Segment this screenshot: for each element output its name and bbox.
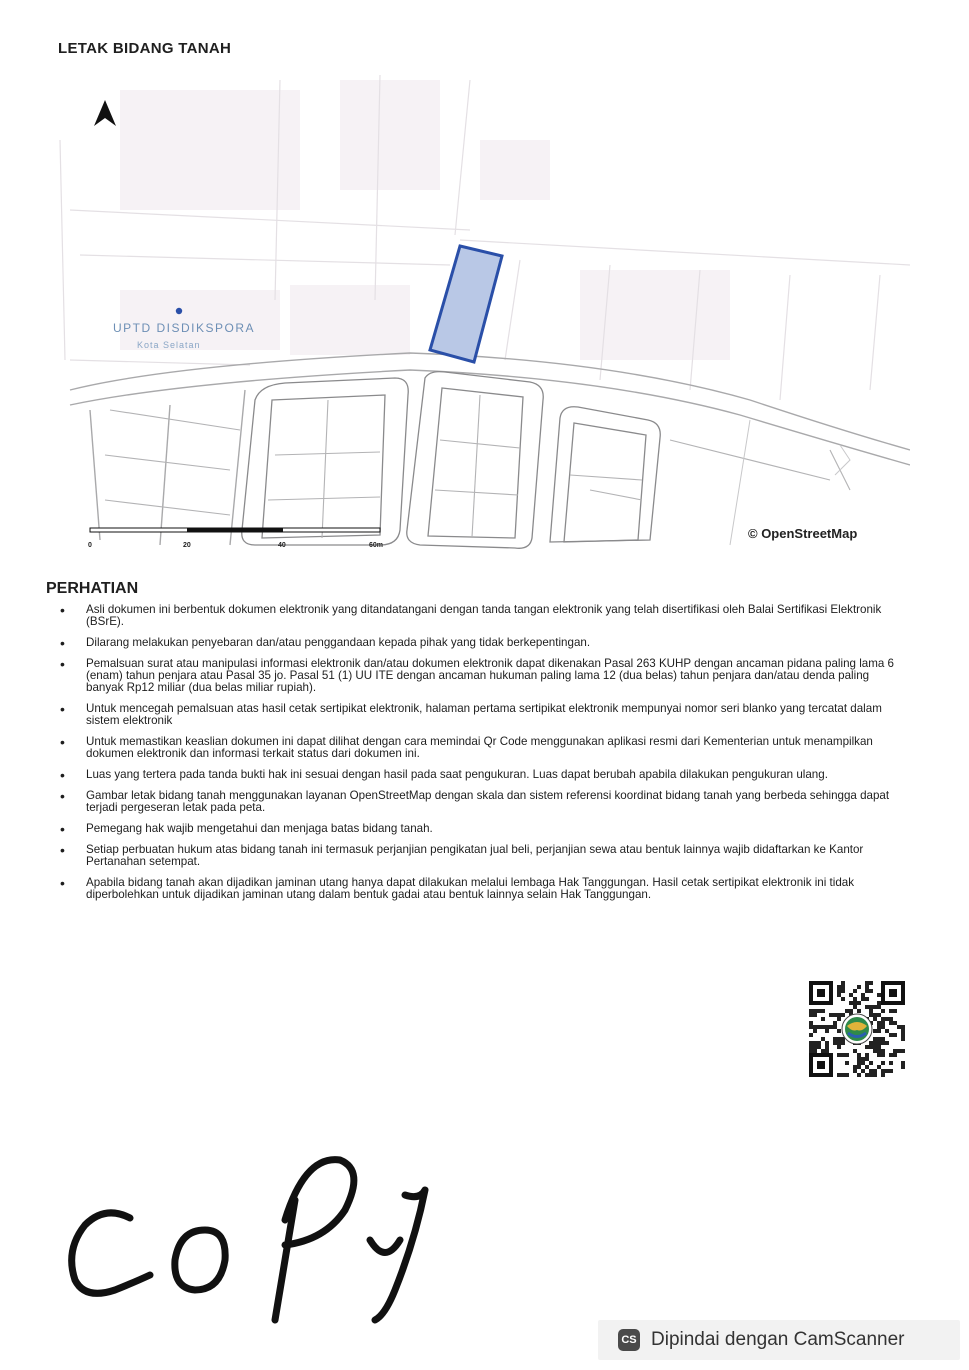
camscanner-logo-icon: CS: [618, 1329, 640, 1351]
map-drawing: [50, 60, 910, 555]
poi-label: UPTD DISDIKSPORA: [113, 321, 256, 335]
notice-item: • Apabila bidang tanah akan dijadikan jaminan utang hanya dapat dilakukan melalui lembaga Hak Tanggungan. Hasil cetak sertipikat elektronik ini tidak diperbolehkan untuk dijadikan jaminan utang dalam bentuk gadai atau bentuk lainnya selain Hak Tanggungan.: [56, 877, 906, 901]
notice-item: • Pemalsuan surat atau manipulasi informasi elektronik dan/atau dokumen elektronik dapat dikenakan Pasal 263 KUHP dengan ancaman pidana paling lama 6 (enam) tahun penjara atau Pasal 35 jo. Pasal 51 (1) UU ITE dengan ancaman hukuman paling lama 12 (dua belas) tahun penjara dan/atau denda paling banyak Rp12 miliar (dua belas miliar rupiah).: [56, 658, 906, 694]
camscanner-label: Dipindai dengan CamScanner: [651, 1329, 905, 1350]
notice-item: • Asli dokumen ini berbentuk dokumen elektronik yang ditandatangani dengan tanda tangan elektronik yang telah disertifikasi oleh Balai Sertifikasi Elektronik (BSrE).: [56, 604, 906, 628]
copy-handwriting: [55, 1130, 455, 1335]
scale-label-40: 40: [278, 542, 286, 549]
notice-item: • Untuk mencegah pemalsuan atas hasil cetak sertipikat elektronik, halaman pertama sertipikat elektronik mempunyai nomor seri blanko yang tercatat dalam sistem elektronik: [56, 703, 906, 727]
notice-item: • Setiap perbuatan hukum atas bidang tanah ini termasuk perjanjian pengikatan jual beli, perjanjian sewa atau bentuk lainnya wajib didaftarkan ke Kantor Pertanahan setempat.: [56, 844, 906, 868]
poi-marker: [176, 308, 182, 314]
notice-item: • Luas yang tertera pada tanda bukti hak ini sesuai dengan hasil pada saat pengukuran. Luas dapat berubah apabila dilakukan pengukuran ulang.: [56, 769, 906, 781]
notice-list: [56, 604, 906, 910]
notice-item: • Dilarang melakukan penyebaran dan/atau penggandaan kepada pihak yang tidak berkepentingan.: [56, 637, 906, 649]
scale-bar: [90, 528, 380, 532]
scale-label-60m: 60m: [369, 542, 384, 549]
qr-code[interactable]: [808, 980, 906, 1083]
map-attribution: © OpenStreetMap: [748, 526, 858, 541]
scale-label-0: 0: [88, 542, 92, 549]
notice-title: PERHATIAN: [46, 580, 139, 597]
notice-item: • Pemegang hak wajib mengetahui dan menjaga batas bidang tanah.: [56, 823, 906, 835]
notice-item: • Gambar letak bidang tanah menggunakan layanan OpenStreetMap dengan skala dan sistem referensi koordinat bidang tanah yang berbeda sehingga dapat terjadi pergeseran letak pada peta.: [56, 790, 906, 814]
map-title: LETAK BIDANG TANAH: [58, 40, 232, 57]
poi-sublabel: Kota Selatan: [137, 340, 201, 350]
notice-item: • Untuk memastikan keaslian dokumen ini dapat dilihat dengan cara memindai Qr Code menggunakan aplikasi resmi dari Kementerian untuk menampilkan dokumen elektronik dan informasi terkait status dari dokumen ini.: [56, 736, 906, 760]
land-parcel: [430, 246, 502, 362]
parcel-map: [50, 60, 910, 555]
scale-label-20: 20: [183, 542, 191, 549]
camscanner-watermark: [598, 1320, 960, 1360]
